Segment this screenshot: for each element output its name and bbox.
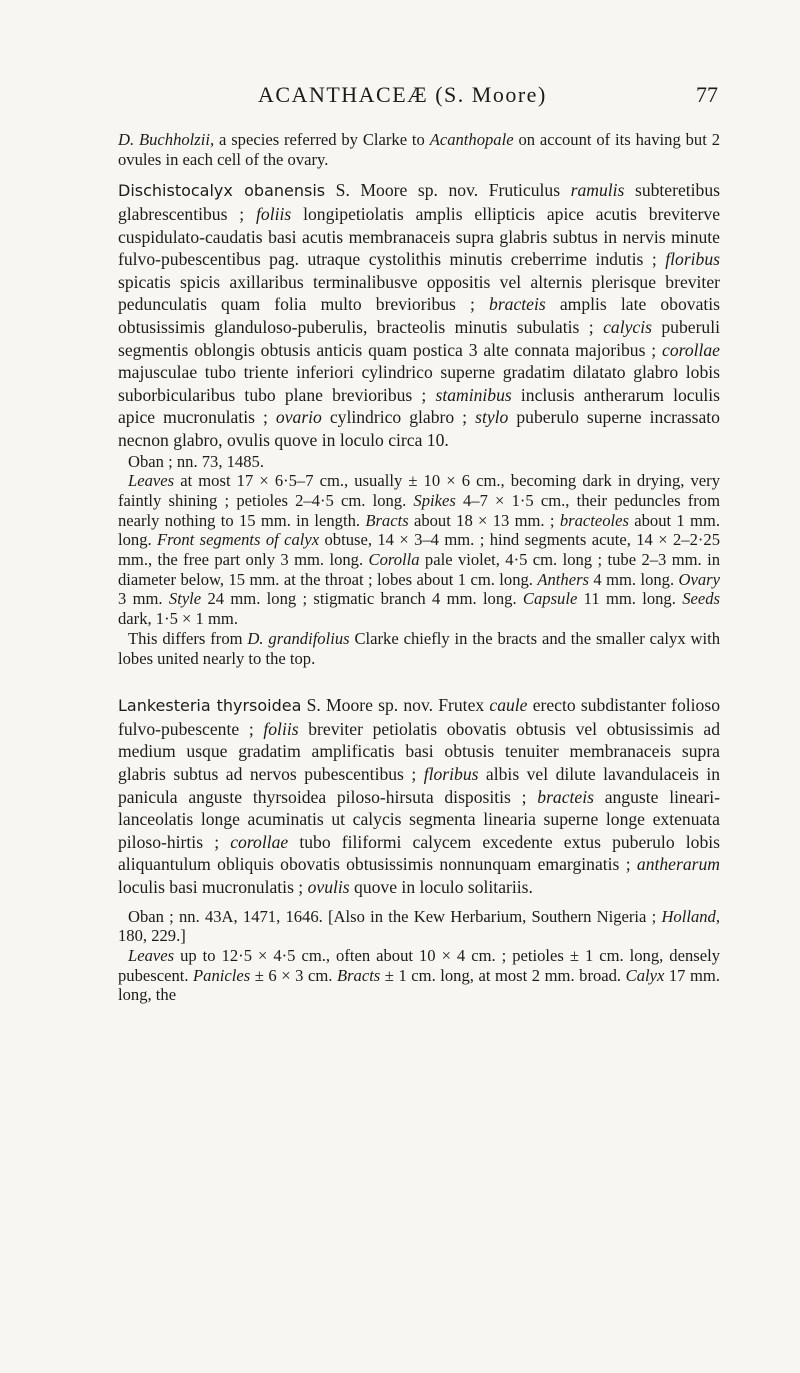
- text-run: obtuse, 14 × 3–4 mm. ; hind segments acute, 14 × 2–2·25 mm., the free part only 3 mm. long.: [118, 530, 720, 570]
- species2-locality: [118, 907, 720, 946]
- section-spacer: [118, 668, 720, 694]
- species2-author: S. Moore sp. nov. Frutex: [301, 695, 490, 716]
- text-run: ± 1 cm. long, at most 2 mm. broad.: [380, 965, 626, 985]
- intro-text: , a species referred by Clarke to: [209, 130, 430, 149]
- species1-description: [118, 471, 720, 629]
- italic-term: Anthers: [537, 569, 589, 589]
- italic-term: Corolla: [368, 550, 420, 570]
- intro-species-name: D. Buchholzii: [118, 130, 210, 149]
- page-number: 77: [696, 82, 718, 107]
- italic-term: Capsule: [522, 589, 578, 609]
- text-run: loculis basi mucronulatis ;: [118, 877, 308, 898]
- text-run: 3 mm.: [118, 589, 169, 609]
- italic-term: ovulis: [307, 877, 350, 898]
- species2-description: [118, 946, 720, 1005]
- italic-term: foliis: [263, 718, 299, 739]
- italic-term: corollae: [662, 339, 720, 360]
- italic-term: foliis: [256, 204, 292, 224]
- italic-term: ramulis: [570, 180, 625, 201]
- italic-term: Seeds: [682, 589, 720, 609]
- italic-term: ovario: [275, 407, 322, 428]
- italic-term: D. grandifolius: [247, 628, 350, 648]
- italic-term: Leaves: [128, 946, 175, 966]
- italic-term: floribus: [665, 249, 720, 270]
- species1-author: S. Moore sp. nov. Fruticulus: [325, 180, 571, 201]
- text-run: dark, 1·5 × 1 mm.: [118, 609, 238, 629]
- text-run: amplis late obovatis obtusissimis glanduloso-puberulis, bracteolis minutis subulatis ;: [118, 294, 720, 337]
- italic-term: Calyx: [625, 965, 665, 985]
- species1-locality: Oban ; nn. 73, 1485.: [128, 451, 264, 471]
- body-text: [118, 130, 720, 1005]
- text-run: inclusis antherarum loculis apice mucronulatis ;: [118, 384, 720, 428]
- text-run: up to 12·5 × 4·5 cm., often about 10 × 4 cm. ; petioles ± 1 cm. long, densely pubescent.: [118, 946, 720, 985]
- text-run: tubo filiformi calycem excedente extus puberulo lobis aliquantulum obliquis obovatis obtusissimis nonnunquam emarginatis ;: [118, 831, 720, 875]
- italic-term: Style: [168, 589, 202, 609]
- italic-term: Front segments of calyx: [157, 530, 320, 550]
- text-run: at most 17 × 6·5–7 cm., usually ± 10 × 6 cm., becoming dark in drying, very faintly shining ; petioles 2–4·5 cm. long.: [118, 471, 720, 510]
- species1-latin-text: [118, 180, 720, 450]
- text-run: 17 mm. long, the: [118, 965, 720, 1005]
- italic-term: calycis: [603, 316, 652, 337]
- text-run: 11 mm. long.: [577, 589, 683, 609]
- intro-text-end: on account of its having but 2 ovules in each cell of the ovary.: [118, 130, 720, 169]
- italic-term: caule: [489, 695, 528, 716]
- text-run: 4 mm. long.: [588, 569, 679, 589]
- italic-term: Bracts: [365, 510, 409, 530]
- text-run: albis vel dilute lavandulaceis in panicula anguste thyrsoidea piloso-hirsuta dispositis ;: [118, 764, 720, 807]
- text-run: , 180, 229.]: [118, 906, 720, 946]
- text-run: This differs from: [128, 628, 248, 648]
- species1-note: [118, 629, 720, 668]
- text-run: quove in loculo solitariis.: [349, 877, 533, 898]
- italic-term: stylo: [475, 407, 509, 428]
- species2-title: Lankesteria thyrsoidea: [118, 696, 302, 716]
- species2-latin-diagnosis: [118, 694, 720, 898]
- page-header: [118, 82, 718, 116]
- text-run: longipetiolatis amplis ellipticis apice acutis breviterve cuspidulato-caudatis basi acutis membranaceis supra glabris subtus in nervis minute fulvo-pubescentibus pag. utraque cystolithis minutis creberrime indutis ;: [118, 204, 721, 270]
- italic-term: floribus: [423, 764, 479, 785]
- italic-term: antherarum: [636, 854, 720, 875]
- text-run: majusculae tubo triente inferiori cylindrico superne gradatim dilatato glabro lobis suborbicularibus tubo plane brevioribus ;: [118, 362, 720, 405]
- text-run: spicatis spicis axillaribus terminalibusve oppositis vel alternis plerisque breviter pedunculatis quam folia multo brevioribus ;: [118, 271, 720, 315]
- text-run: anguste lineari-lanceolatis longe acuminatis ut calycis segmenta linearia superne longe extenuata piloso-hirtis ;: [118, 786, 720, 852]
- text-run: puberulo superne incrassato necnon glabro, ovulis quove in loculo circa 10.: [118, 407, 720, 450]
- text-run: erecto subdistanter folioso fulvo-pubescente ;: [118, 695, 720, 739]
- species2-latin-text: [118, 695, 720, 897]
- text-run: about 18 × 13 mm. ;: [408, 510, 560, 530]
- italic-term: bracteis: [489, 294, 546, 315]
- species1-title: Dischistocalyx obanensis: [118, 181, 326, 201]
- text-run: pale violet, 4·5 cm. long ; tube 2–3 mm. in diameter below, 15 mm. at the throat ; lobes about 1 cm. long.: [118, 550, 720, 589]
- text-run: puberuli segmentis oblongis obtusis anticis quam postica 3 alte connata majoribus ;: [118, 316, 721, 360]
- text-run: 4–7 × 1·5 cm., their peduncles from nearly nothing to 15 mm. in length.: [118, 490, 720, 530]
- italic-term: bracteis: [537, 786, 594, 807]
- text-run: ± 6 × 3 cm.: [250, 965, 337, 985]
- intro-genus: Acanthopale: [429, 130, 514, 149]
- text-run: breviter petiolatis obovatis obtusis vel obtusissimis ad medium usque gradatim amplificatis basi obtusis tenuiter membranaceis supra glabris subtus ad nervos pubescentibus ;: [118, 718, 721, 785]
- text-run: cylindrico glabro ;: [321, 407, 476, 428]
- italic-term: Leaves: [128, 471, 175, 491]
- text-run: subteretibus glabrescentibus ;: [118, 180, 720, 224]
- italic-term: corollae: [230, 831, 289, 852]
- italic-term: Spikes: [413, 490, 456, 510]
- italic-term: Bracts: [336, 965, 381, 985]
- italic-term: Ovary: [678, 569, 720, 589]
- species1-latin-diagnosis: [118, 179, 720, 451]
- text-run: Clarke chiefly in the bracts and the smaller calyx with lobes united nearly to the top.: [118, 628, 721, 668]
- intro-paragraph: [118, 130, 720, 169]
- italic-term: Holland: [661, 906, 716, 926]
- italic-term: staminibus: [435, 384, 512, 405]
- text-run: 24 mm. long ; stigmatic branch 4 mm. long.: [201, 589, 523, 609]
- text-run: Oban ; nn. 43A, 1471, 1646. [Also in the Kew Herbarium, Southern Nigeria ;: [128, 906, 662, 926]
- italic-term: bracteoles: [559, 510, 629, 530]
- text-run: about 1 mm. long.: [118, 510, 720, 550]
- running-head: ACANTHACEÆ (S. Moore): [258, 82, 547, 107]
- italic-term: Panicles: [193, 965, 251, 985]
